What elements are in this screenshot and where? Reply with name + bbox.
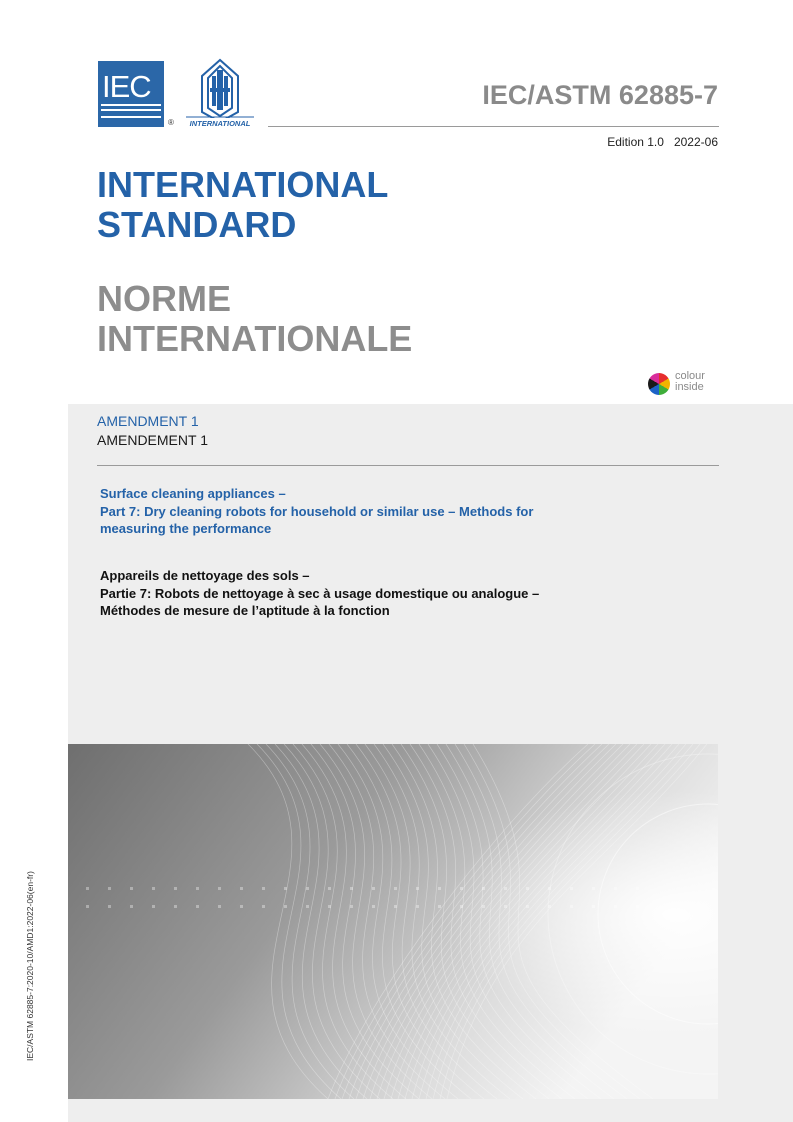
colour-wheel-icon <box>648 373 670 395</box>
document-number: IEC/ASTM 62885-7 <box>482 80 718 110</box>
astm-logo <box>182 56 258 130</box>
title-fr-line2: INTERNATIONALE <box>97 318 413 359</box>
iec-logo-text: IEC <box>102 69 151 104</box>
title-french <box>97 279 412 359</box>
iec-logo-lines <box>101 104 161 118</box>
colour-badge-line1: colour <box>675 370 705 382</box>
registered-mark: ® <box>168 118 174 127</box>
cover-artwork <box>68 744 718 1099</box>
title-en-line2: STANDARD <box>97 204 297 245</box>
title-en-line1: INTERNATIONAL <box>97 164 389 205</box>
edition: Edition 1.0 <box>607 135 664 149</box>
colour-inside-badge <box>648 371 720 397</box>
subtitle-fr-line3: Méthodes de mesure de l’aptitude à la fonction <box>100 603 390 618</box>
subtitle-english <box>100 485 700 538</box>
panel-divider <box>97 465 719 466</box>
colour-inside-text <box>675 371 705 393</box>
subtitle-french <box>100 567 700 620</box>
title-english <box>97 165 388 245</box>
subtitle-fr-line1: Appareils de nettoyage des sols – <box>100 568 310 583</box>
amendment-french: AMENDEMENT 1 <box>97 432 208 448</box>
edition-line <box>520 135 718 149</box>
header-divider <box>268 126 719 127</box>
subtitle-en-line1: Surface cleaning appliances – <box>100 486 286 501</box>
colour-badge-line2: inside <box>675 381 704 393</box>
subtitle-en-line3: measuring the performance <box>100 521 272 536</box>
side-reference: IEC/ASTM 62885-7:2020-10/AMD1:2022-06(en-fr) <box>25 871 35 1061</box>
subtitle-en-line2: Part 7: Dry cleaning robots for household or similar use – Methods for <box>100 503 534 519</box>
edition-date: 2022-06 <box>673 135 718 149</box>
title-fr-line1: NORME <box>97 278 231 319</box>
amendment-english: AMENDMENT 1 <box>97 413 199 429</box>
astm-logo-text: INTERNATIONAL <box>189 119 251 128</box>
subtitle-fr-line2: Partie 7: Robots de nettoyage à sec à usage domestique ou analogue – <box>100 585 540 601</box>
iec-logo <box>98 61 164 127</box>
